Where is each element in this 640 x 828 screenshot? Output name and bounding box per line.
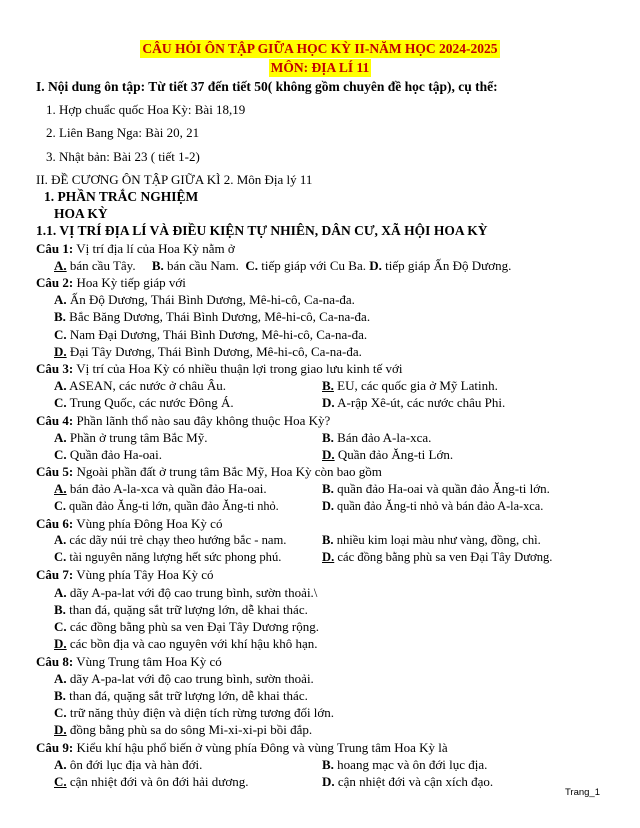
question-9-row-1: A. ôn đới lục địa và hàn đới. B. hoang mạc và ôn đới lục địa. — [54, 756, 488, 772]
question-8-option-b: B. than đá, quặng sắt trữ lượng lớn, dễ khai thác. — [54, 687, 308, 703]
question-3-row-2: C. Trung Quốc, các nước Đông Á. D. A-rập Xê-út, các nước châu Phi. — [54, 395, 506, 411]
question-6: Câu 6: Vùng phía Đông Hoa Kỳ có — [36, 515, 223, 531]
question-7-option-b: B. than đá, quặng sắt trữ lượng lớn, dễ khai thác. — [54, 601, 308, 617]
question-7: Câu 7: Vùng phía Tây Hoa Kỳ có — [36, 567, 214, 583]
question-5-row-2: C. quần đảo Ăng-ti lớn, quần đảo Ăng-ti nhỏ. D. quần đảo Ăng-ti nhỏ và bán đảo A-la-xca. — [54, 498, 544, 513]
question-7-option-c: C. các đồng bằng phù sa ven Đại Tây Dương rộng. — [54, 619, 319, 635]
question-7-option-a: A. dãy A-pa-lat với độ cao trung bình, sườn thoải.\ — [54, 584, 318, 600]
question-8-option-c: C. trữ năng thủy điện và diện tích rừng tương đối lớn. — [54, 705, 335, 721]
question-3: Câu 3: Vị trí của Hoa Kỳ có nhiều thuận lợi trong giao lưu kinh tế với — [36, 361, 403, 377]
question-4-row-2: C. Quần đảo Ha-oai. D. Quần đảo Ăng-ti Lớn. — [54, 447, 454, 463]
question-8: Câu 8: Vùng Trung tâm Hoa Kỳ có — [36, 653, 222, 669]
page-number: Trang_1 — [564, 787, 600, 798]
question-5: Câu 5: Ngoài phần đất ở trung tâm Bắc Mỹ, Hoa Kỳ còn bao gồm — [36, 464, 382, 480]
content-item: 1. Hợp chuẩc quốc Hoa Kỳ: Bài 18,19 — [46, 102, 246, 118]
content-item: 3. Nhật bản: Bài 23 ( tiết 1-2) — [46, 148, 200, 164]
question-1-options: A. bán cầu Tây. B. bán cầu Nam. C. tiếp giáp với Cu Ba. D. tiếp giáp Ấn Độ Dương. — [54, 257, 512, 273]
section1-heading: I. Nội dung ôn tập: Từ tiết 37 đến tiết 50( không gồm chuyên đề học tập), cụ thể: — [36, 79, 498, 94]
question-8-option-a: A. dãy A-pa-lat với độ cao trung bình, sườn thoải. — [54, 670, 314, 686]
question-9: Câu 9: Kiểu khí hậu phổ biến ở vùng phía Đông và vùng Trung tâm Hoa Kỳ là — [36, 739, 448, 755]
question-6-row-1: A. các dãy núi trẻ chạy theo hướng bắc - nam. B. nhiều kim loại màu như vàng, đồng, chì. — [54, 533, 541, 548]
part-heading: 1. PHẦN TRẮC NGHIỆM — [44, 189, 199, 205]
question-2-option-d: D. Đại Tây Dương, Thái Bình Dương, Mê-hi-cô, Ca-na-đa. — [54, 343, 362, 359]
question-4-row-1: A. Phần ở trung tâm Bắc Mỹ. B. Bán đảo A-la-xca. — [54, 429, 432, 445]
question-2-option-a: A. Ấn Độ Dương, Thái Bình Dương, Mê-hi-cô, Ca-na-đa. — [54, 292, 355, 308]
question-7-option-d: D. các bồn địa và cao nguyên với khí hậu khô hạn. — [54, 636, 318, 652]
subject-title: MÔN: ĐỊA LÍ 11 — [270, 60, 370, 75]
question-8-option-d: D. đồng bằng phù sa do sông Mi-xi-xi-pi bồi đắp. — [54, 722, 313, 738]
title-block — [0, 40, 640, 77]
question-1: Câu 1: Vị trí địa lí của Hoa Kỳ nằm ở — [36, 240, 235, 256]
question-2-option-b: B. Bắc Băng Dương, Thái Bình Dương, Mê-hi-cô, Ca-na-đa. — [54, 309, 371, 325]
document-title: CÂU HỎI ÔN TẬP GIỮA HỌC KỲ II-NĂM HỌC 2024-2025 — [142, 41, 498, 56]
question-3-row-1: A. ASEAN, các nước ở châu Âu. B. EU, các quốc gia ở Mỹ Latinh. — [54, 378, 498, 394]
question-9-row-2: C. cận nhiệt đới và ôn đới hải dương. D. cận nhiệt đới và cận xích đạo. — [54, 773, 494, 789]
question-4: Câu 4: Phần lãnh thổ nào sau đây không thuộc Hoa Kỳ? — [36, 412, 331, 428]
section2-heading: II. ĐỀ CƯƠNG ÔN TẬP GIỮA KÌ 2. Môn Địa lý 11 — [36, 171, 313, 187]
question-6-row-2: C. tài nguyên năng lượng hết sức phong phú. D. các đồng bằng phù sa ven Đại Tây Dương. — [54, 550, 553, 565]
question-5-row-1: A. bán đảo A-la-xca và quần đảo Ha-oai. B. quần đảo Ha-oai và quần đảo Ăng-ti lớn. — [54, 481, 550, 497]
topic-heading: 1.1. VỊ TRÍ ĐỊA LÍ VÀ ĐIỀU KIỆN TỰ NHIÊN, DÂN CƯ, XÃ HỘI HOA KỲ — [36, 223, 488, 239]
content-item: 2. Liên Bang Nga: Bài 20, 21 — [46, 125, 200, 141]
country-heading: HOA KỲ — [54, 206, 108, 222]
document-body — [36, 78, 616, 790]
question-2-option-c: C. Nam Đại Dương, Thái Bình Dương, Mê-hi-cô, Ca-na-đa. — [54, 326, 368, 342]
question-2: Câu 2: Hoa Kỳ tiếp giáp với — [36, 275, 186, 291]
